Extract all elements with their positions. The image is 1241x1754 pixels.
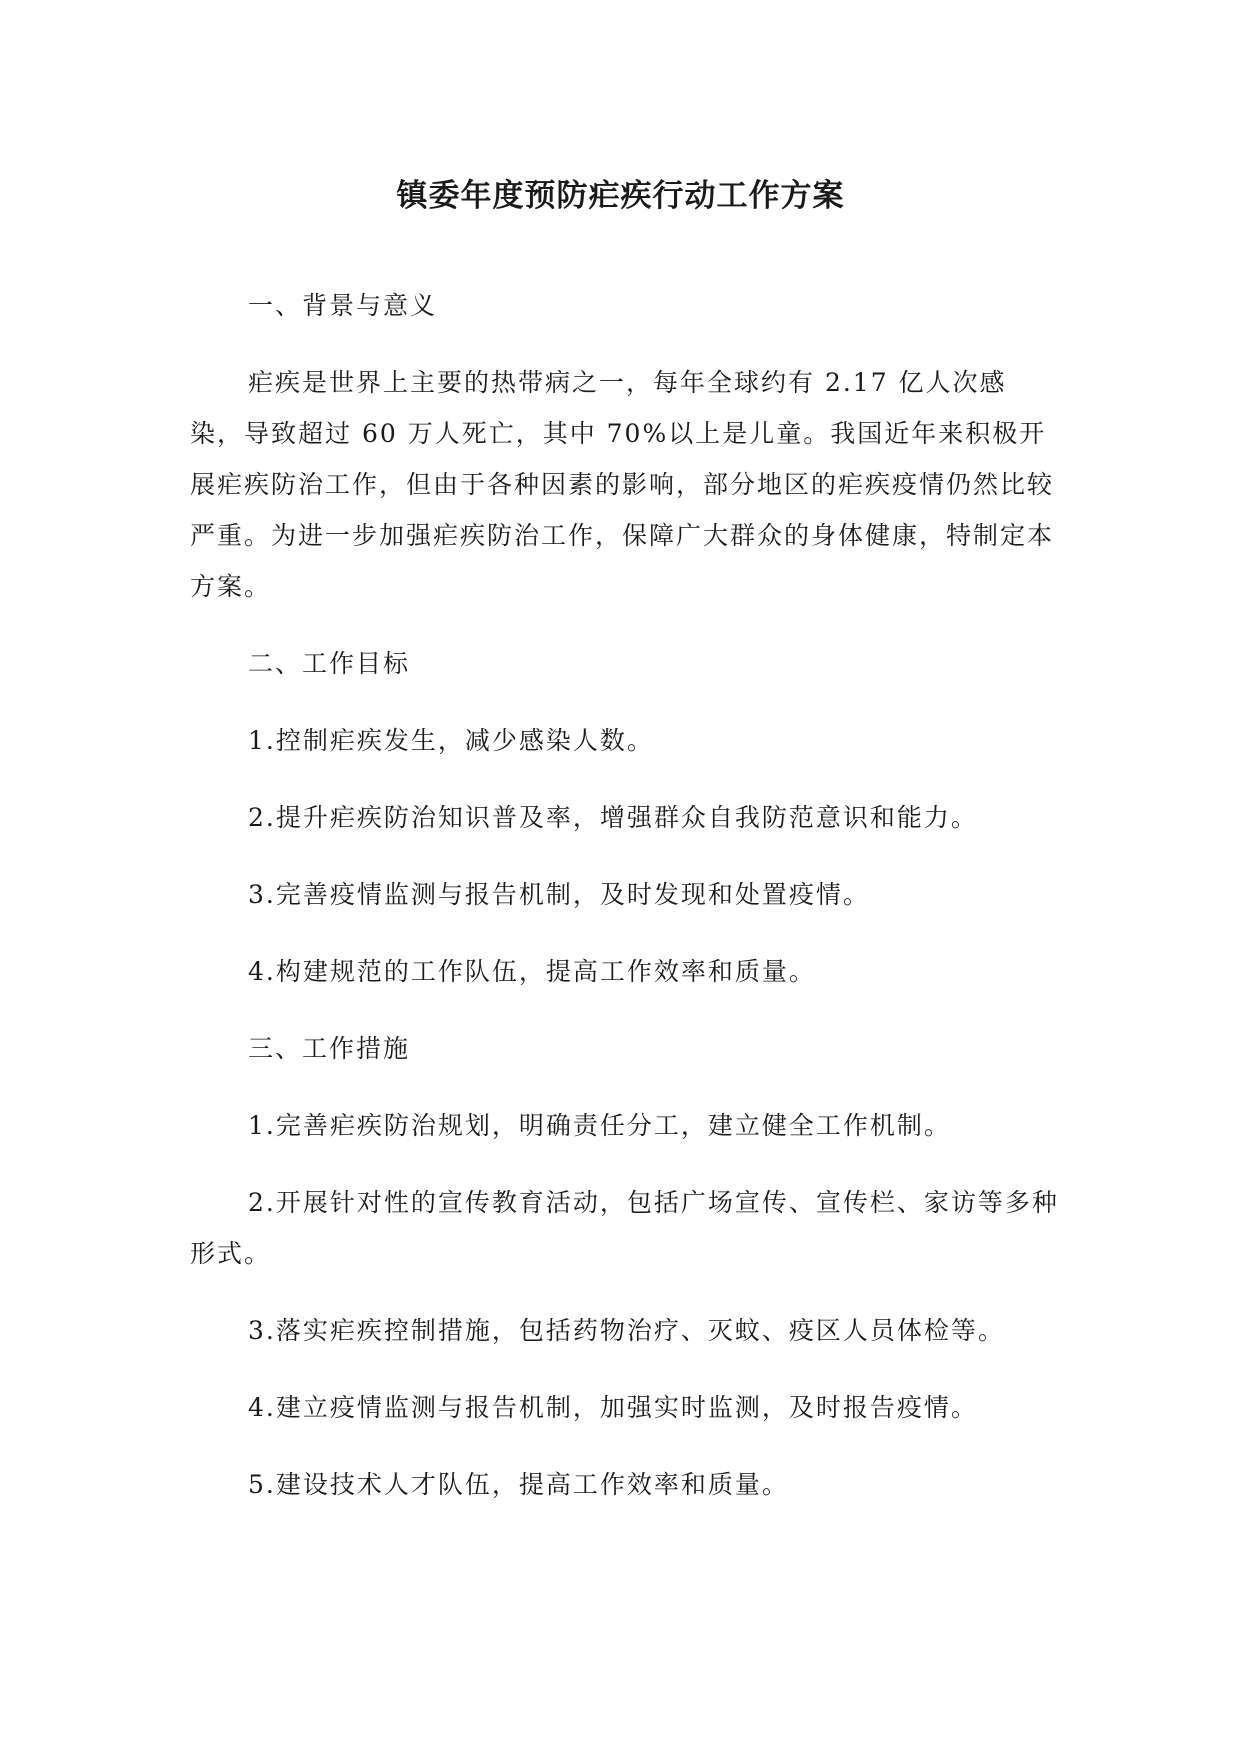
measure-item-1: 1.完善疟疾防治规划，明确责任分工，建立健全工作机制。 bbox=[248, 1111, 951, 1140]
goal-item-1: 1.控制疟疾发生，减少感染人数。 bbox=[248, 726, 654, 755]
measure-item-2: 2.开展针对性的宣传教育活动，包括广场宣传、宣传栏、家访等多种形式。 bbox=[190, 1188, 1059, 1268]
paragraph-background: 疟疾是世界上主要的热带病之一，每年全球约有 2.17 亿人次感染，导致超过 60 万人死亡，其中 70%以上是儿童。我国近年来积极开展疟疾防治工作，但由于各种因素的影响，部分地区的疟疾疫情仍然比较严重。为进一步加强疟疾防治工作，保障广大群众的身体健康，特制定本方案。 bbox=[190, 368, 1055, 601]
section-heading-goals: 二、工作目标 bbox=[248, 649, 411, 678]
goal-item-4: 4.构建规范的工作队伍，提高工作效率和质量。 bbox=[248, 957, 816, 986]
section-heading-background: 一、背景与意义 bbox=[248, 291, 438, 320]
measure-item-5: 5.建设技术人才队伍，提高工作效率和质量。 bbox=[248, 1470, 789, 1499]
measure-item-3: 3.落实疟疾控制措施，包括药物治疗、灭蚊、疫区人员体检等。 bbox=[248, 1316, 1005, 1345]
section-heading-measures: 三、工作措施 bbox=[248, 1034, 411, 1063]
document-title: 镇委年度预防疟疾行动工作方案 bbox=[396, 178, 845, 214]
document-body bbox=[190, 280, 1060, 1536]
measure-item-4: 4.建立疫情监测与报告机制，加强实时监测，及时报告疫情。 bbox=[248, 1393, 978, 1422]
goal-item-3: 3.完善疫情监测与报告机制，及时发现和处置疫情。 bbox=[248, 880, 870, 909]
goal-item-2: 2.提升疟疾防治知识普及率，增强群众自我防范意识和能力。 bbox=[248, 803, 978, 832]
